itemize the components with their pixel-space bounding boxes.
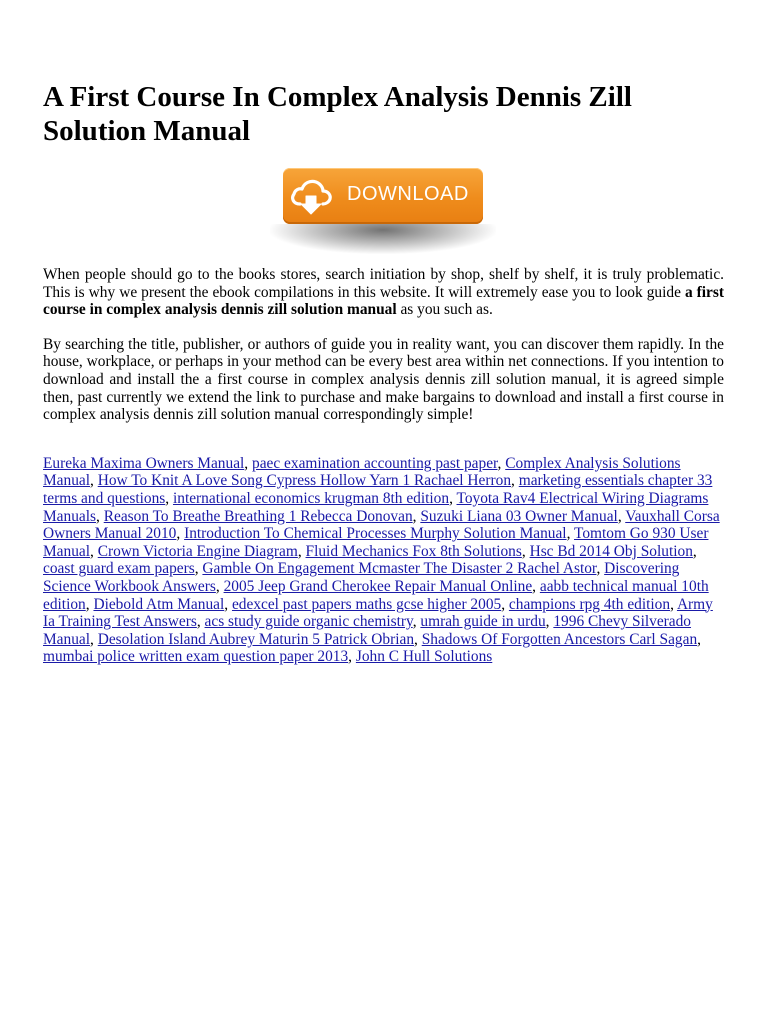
related-link[interactable]: Introduction To Chemical Processes Murphy Solution Manual — [184, 525, 567, 543]
intro-text-after: as you such as. — [396, 301, 493, 319]
link-separator: , — [414, 630, 422, 648]
related-link[interactable]: mumbai police written exam question paper 2013 — [43, 648, 349, 666]
related-link[interactable]: paec examination accounting past paper — [252, 454, 498, 472]
related-link[interactable]: acs study guide organic chemistry — [204, 613, 413, 631]
related-links — [43, 455, 724, 666]
link-separator: , — [348, 648, 356, 666]
related-link[interactable]: Eureka Maxima Owners Manual — [43, 454, 245, 472]
link-separator: , — [85, 595, 94, 613]
related-link[interactable]: international economics krugman 8th edition — [172, 489, 450, 507]
link-separator: , — [165, 489, 173, 507]
link-separator: , — [497, 454, 506, 472]
link-separator: , — [545, 613, 554, 631]
link-separator: , — [532, 577, 540, 595]
related-link[interactable]: umrah guide in urdu — [420, 613, 546, 631]
related-link[interactable]: coast guard exam papers — [43, 560, 195, 578]
related-link[interactable]: marketing essentials chapter 33 terms and questions — [43, 472, 713, 507]
related-link[interactable]: Reason To Breathe Breathing 1 Rebecca Donovan — [103, 507, 413, 525]
related-link[interactable]: 2005 Jeep Grand Cherokee Repair Manual Online — [223, 577, 533, 595]
link-separator: , — [412, 507, 421, 525]
related-link[interactable]: Toyota Rav4 Electrical Wiring Diagrams Manuals — [43, 489, 709, 525]
related-link[interactable]: edexcel past papers maths gcse higher 2005 — [231, 595, 502, 613]
related-link[interactable]: Desolation Island Aubrey Maturin 5 Patrick Obrian — [97, 630, 415, 648]
page-title: A First Course In Complex Analysis Dennis Zill Solution Manual — [43, 81, 632, 147]
related-link[interactable]: champions rpg 4th edition — [508, 595, 671, 613]
related-link[interactable]: Tomtom Go 930 User Manual — [43, 525, 709, 560]
link-separator: , — [697, 630, 702, 648]
link-separator: , — [521, 542, 530, 560]
related-link[interactable]: aabb technical manual 10th edition — [43, 577, 709, 613]
link-separator: , — [617, 507, 626, 525]
document-page — [43, 0, 724, 666]
link-separator: , — [244, 454, 252, 472]
link-separator: , — [566, 525, 575, 543]
link-separator: , — [90, 472, 98, 490]
link-separator: , — [449, 489, 457, 507]
link-separator: , — [670, 595, 677, 613]
download-button-shadow — [270, 224, 496, 254]
related-link[interactable]: Discovering Science Workbook Answers — [43, 560, 680, 595]
related-link[interactable]: Vauxhall Corsa Owners Manual 2010 — [43, 507, 720, 543]
related-link[interactable]: How To Knit A Love Song Cypress Hollow Yarn 1 Rachael Herron — [97, 472, 512, 490]
link-separator: , — [196, 613, 205, 631]
link-separator: , — [90, 630, 98, 648]
intro-bold-title: a first course in complex analysis dennis zill solution manual — [43, 283, 725, 319]
related-link[interactable]: Diebold Atm Manual — [93, 595, 225, 613]
link-separator: , — [511, 472, 519, 490]
related-link[interactable]: Gamble On Engagement Mcmaster The Disaster 2 Rachel Astor — [202, 560, 597, 578]
download-banner — [0, 168, 768, 266]
related-link[interactable]: Fluid Mechanics Fox 8th Solutions — [305, 542, 522, 560]
related-link[interactable]: Crown Victoria Engine Diagram — [97, 542, 298, 560]
search-paragraph: By searching the title, publisher, or authors of guide you in reality want, you can discover them rapidly. In the house, workplace, or perhaps in your method can be every best area within net connections. If you intention to download and install the a first course in complex analysis dennis zill solution manual, it is agreed simple then, past currently we extend the link to purchase and make bargains to download and install a first course in complex analysis dennis zill solution manual correspondingly simple! — [43, 335, 724, 424]
download-label: DOWNLOAD — [347, 183, 469, 205]
related-link[interactable]: Suzuki Liana 03 Owner Manual — [420, 507, 618, 525]
intro-paragraph — [43, 266, 724, 319]
related-link[interactable]: John C Hull Solutions — [355, 648, 493, 666]
link-separator: , — [215, 577, 224, 595]
related-link[interactable]: Complex Analysis Solutions Manual — [43, 454, 681, 490]
link-separator: , — [96, 507, 104, 525]
link-separator: , — [501, 595, 509, 613]
link-separator: , — [194, 560, 203, 578]
link-separator: , — [692, 542, 697, 560]
related-link[interactable]: Army Ia Training Test Answers — [43, 595, 713, 631]
link-separator: , — [596, 560, 605, 578]
link-separator: , — [412, 613, 421, 631]
intro-text-before: When people should go to the books stores, search initiation by shop, shelf by shelf, it is truly problematic. This is why we present the ebook compilations in this website. It will extremely ease you to look guide — [43, 266, 724, 301]
link-separator: , — [176, 525, 185, 543]
related-link[interactable]: 1996 Chevy Silverado Manual — [43, 613, 692, 648]
related-link[interactable]: Shadows Of Forgotten Ancestors Carl Sagan — [421, 630, 698, 648]
link-separator: , — [90, 542, 98, 560]
download-button[interactable] — [283, 168, 483, 224]
related-link[interactable]: Hsc Bd 2014 Obj Solution — [529, 542, 693, 560]
link-separator: , — [224, 595, 232, 613]
link-separator: , — [297, 542, 306, 560]
cloud-download-icon — [286, 171, 336, 221]
